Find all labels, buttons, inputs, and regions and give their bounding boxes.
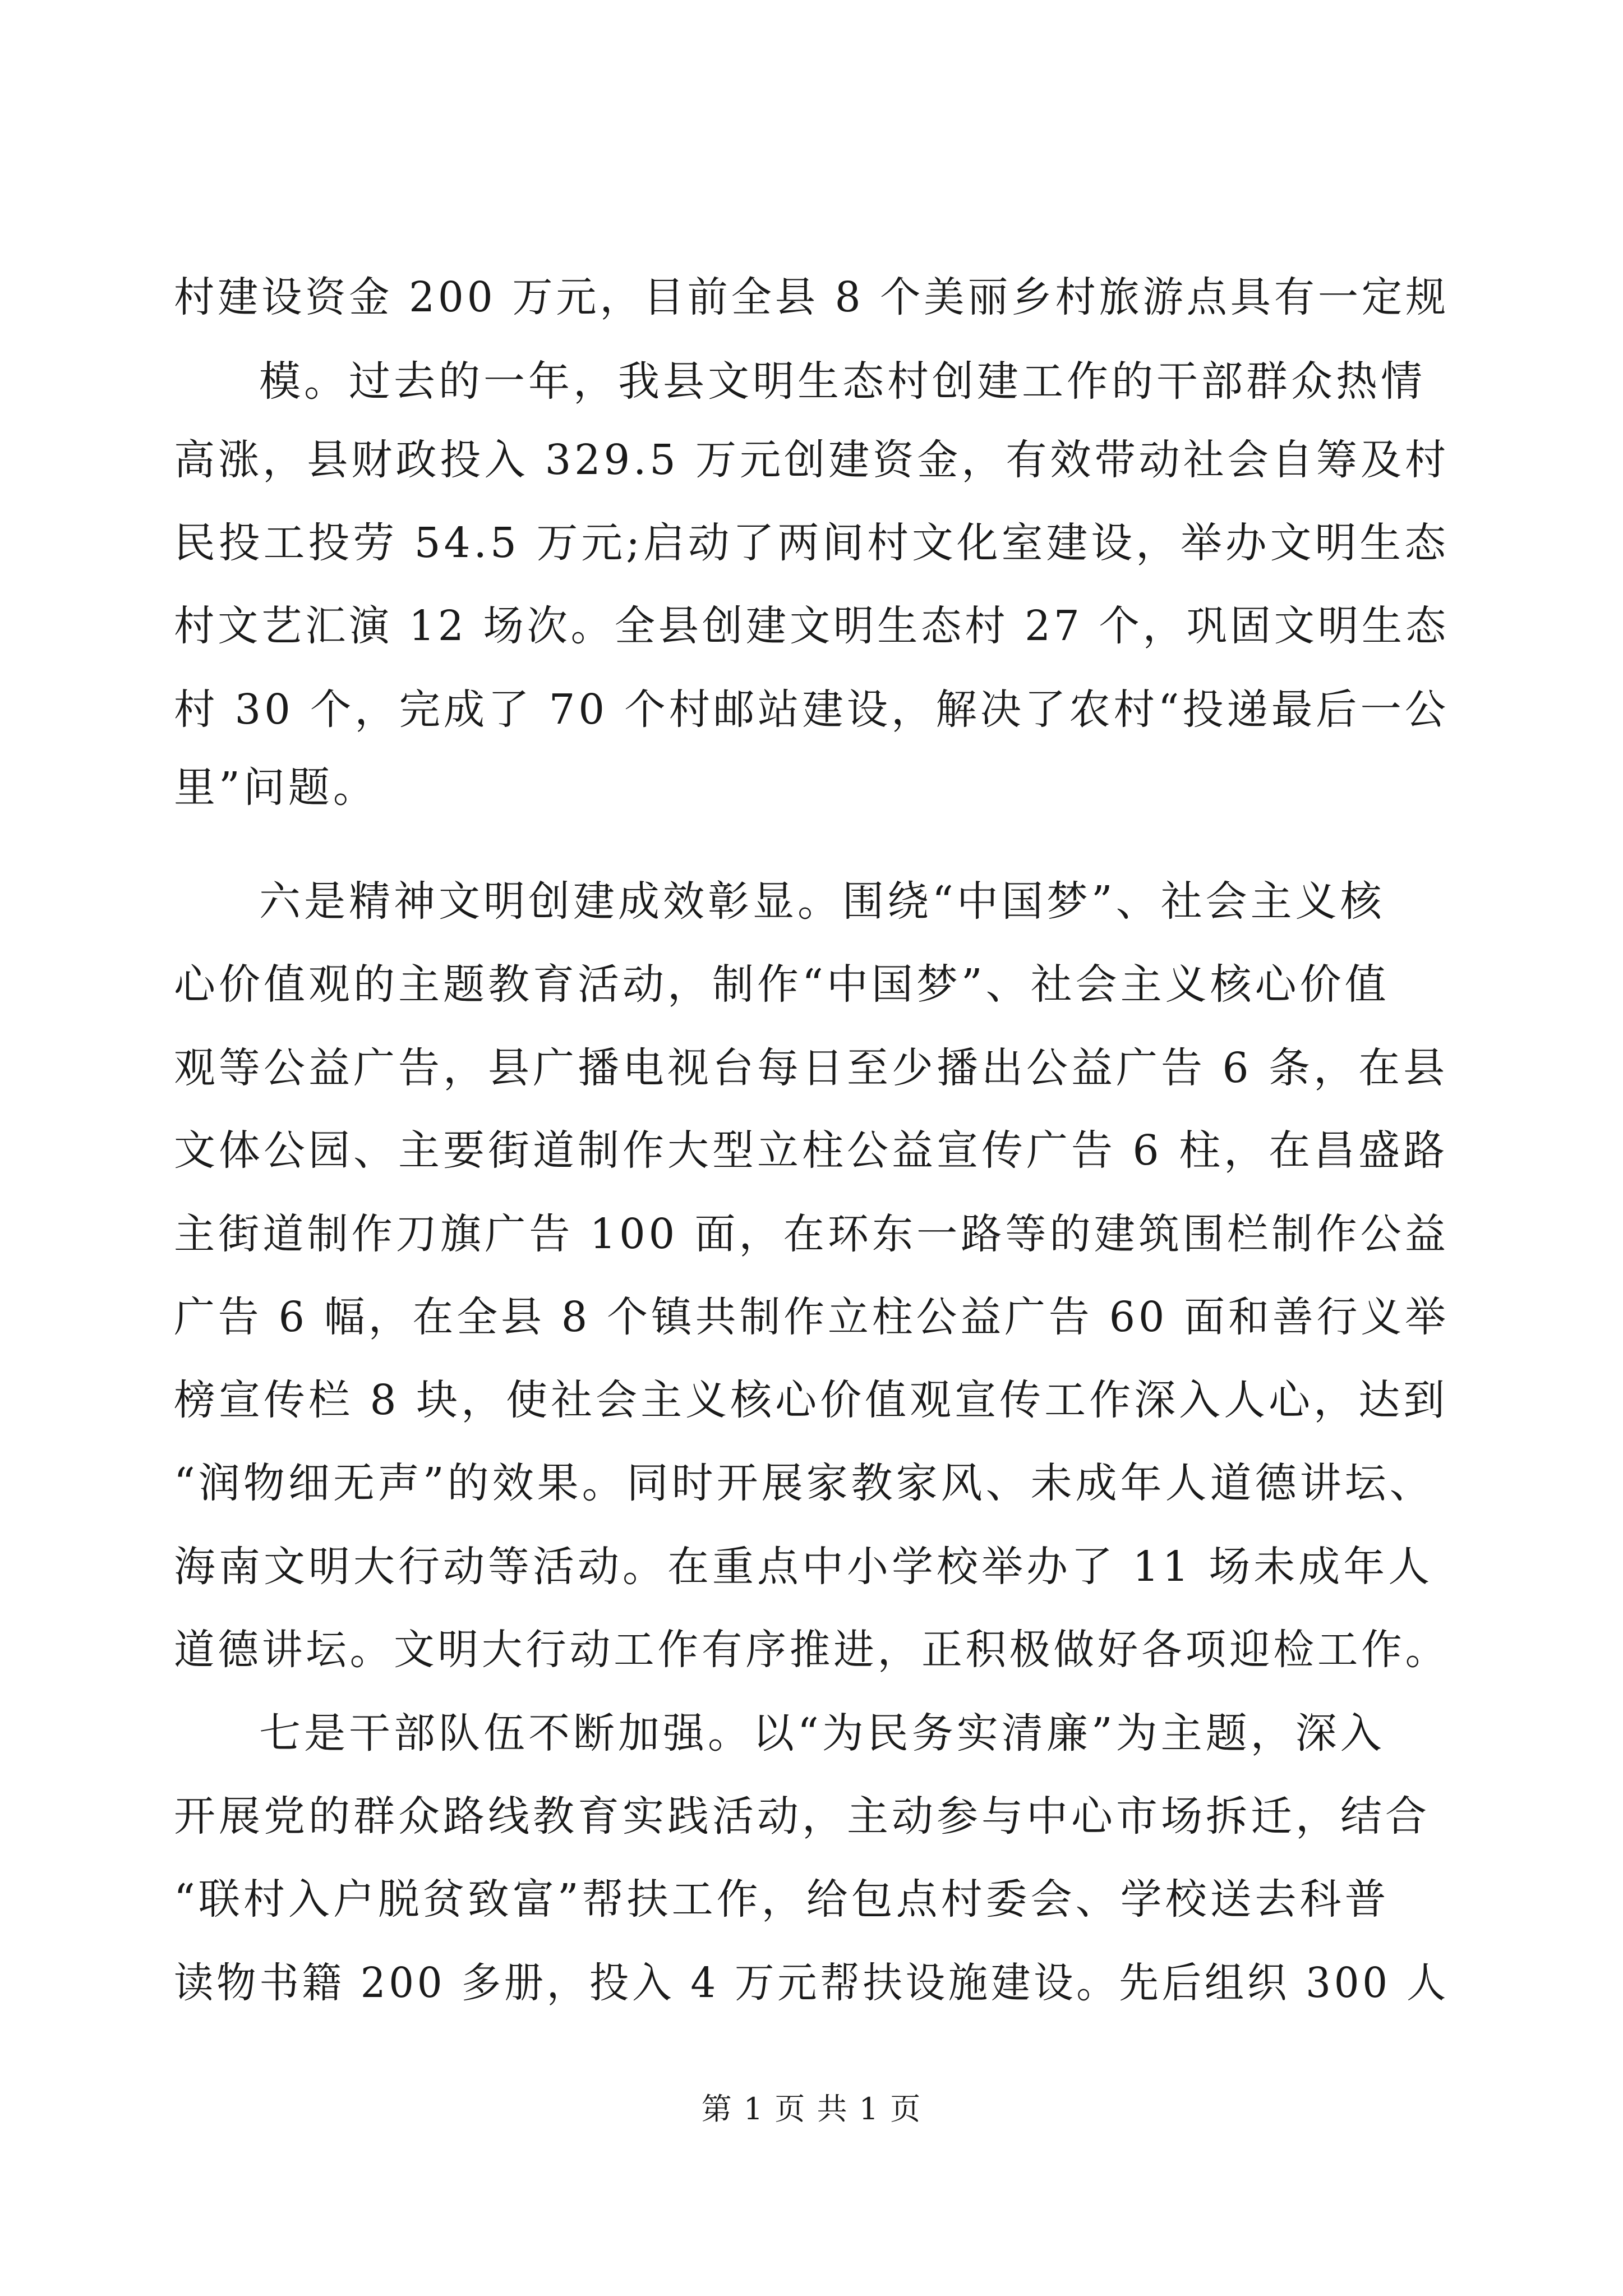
line-text: 榜宣传栏 8 块，使社会主义核心价值观宣传工作深入人心，达到 <box>174 1376 1449 1424</box>
line-text: “润物细无声”的效果。同时开展家教家风、未成年人道德讲坛、 <box>174 1459 1435 1507</box>
text-line <box>0 859 1623 944</box>
text-line <box>0 1026 1623 1110</box>
text-line <box>0 1108 1623 1193</box>
line-text: 观等公益广告，县广播电视台每日至少播出公益广告 6 条，在县 <box>174 1044 1449 1092</box>
text-line <box>0 1608 1623 1692</box>
line-text: 心价值观的主题教育活动，制作“中国梦”、社会主义核心价值 <box>174 960 1390 1009</box>
line-text: 文体公园、主要街道制作大型立柱公益宣传广告 6 柱，在昌盛路 <box>174 1126 1449 1175</box>
text-line <box>0 1941 1623 2025</box>
line-text: 道德讲坛。文明大行动工作有序推进，正积极做好各项迎检工作。 <box>174 1626 1450 1674</box>
text-line <box>0 584 1623 668</box>
text-line <box>0 339 1623 424</box>
line-text: 读物书籍 200 多册，投入 4 万元帮扶设施建设。先后组织 300 人 <box>174 1959 1450 2007</box>
text-line <box>0 746 1623 830</box>
line-text: 村建设资金 200 万元，目前全县 8 个美丽乡村旅游点具有一定规 <box>174 273 1450 321</box>
line-text: 六是精神文明创建成效彰显。围绕“中国梦”、社会主义核 <box>259 877 1385 926</box>
text-line <box>0 255 1623 339</box>
line-text: “联村入户脱贫致富”帮扶工作，给包点村委会、学校送去科普 <box>174 1875 1390 1924</box>
page-footer: 第 1 页 共 1 页 <box>701 2091 922 2127</box>
text-line <box>0 418 1623 502</box>
text-line <box>0 1691 1623 1775</box>
line-text: 村 30 个，完成了 70 个村邮站建设，解决了农村“投递最后一公 <box>174 685 1450 734</box>
text-line <box>0 942 1623 1027</box>
text-line <box>0 1857 1623 1941</box>
line-text: 民投工投劳 54.5 万元;启动了两间村文化室建设，举办文明生态 <box>174 519 1449 567</box>
line-text: 海南文明大行动等活动。在重点中小学校举办了 11 场未成年人 <box>174 1543 1433 1591</box>
text-line <box>0 1774 1623 1858</box>
line-text: 里”问题。 <box>174 763 378 812</box>
line-text: 广告 6 幅，在全县 8 个镇共制作立柱公益广告 60 面和善行义举 <box>174 1293 1449 1341</box>
line-text: 主街道制作刀旗广告 100 面，在环东一路等的建筑围栏制作公益 <box>174 1210 1449 1258</box>
text-line <box>0 1275 1623 1359</box>
line-text: 高涨，县财政投入 329.5 万元创建资金，有效带动社会自筹及村 <box>174 436 1449 484</box>
text-line <box>0 501 1623 585</box>
text-line <box>0 1358 1623 1442</box>
text-line <box>0 1441 1623 1525</box>
line-text: 七是干部队伍不断加强。以“为民务实清廉”为主题，深入 <box>259 1709 1385 1757</box>
line-text: 模。过去的一年，我县文明生态村创建工作的干部群众热情 <box>259 357 1426 406</box>
text-line <box>0 1192 1623 1276</box>
line-text: 村文艺汇演 12 场次。全县创建文明生态村 27 个，巩固文明生态 <box>174 602 1450 650</box>
text-line <box>0 1525 1623 1609</box>
line-text: 开展党的群众路线教育实践活动，主动参与中心市场拆迁，结合 <box>174 1792 1430 1841</box>
text-line <box>0 668 1623 752</box>
